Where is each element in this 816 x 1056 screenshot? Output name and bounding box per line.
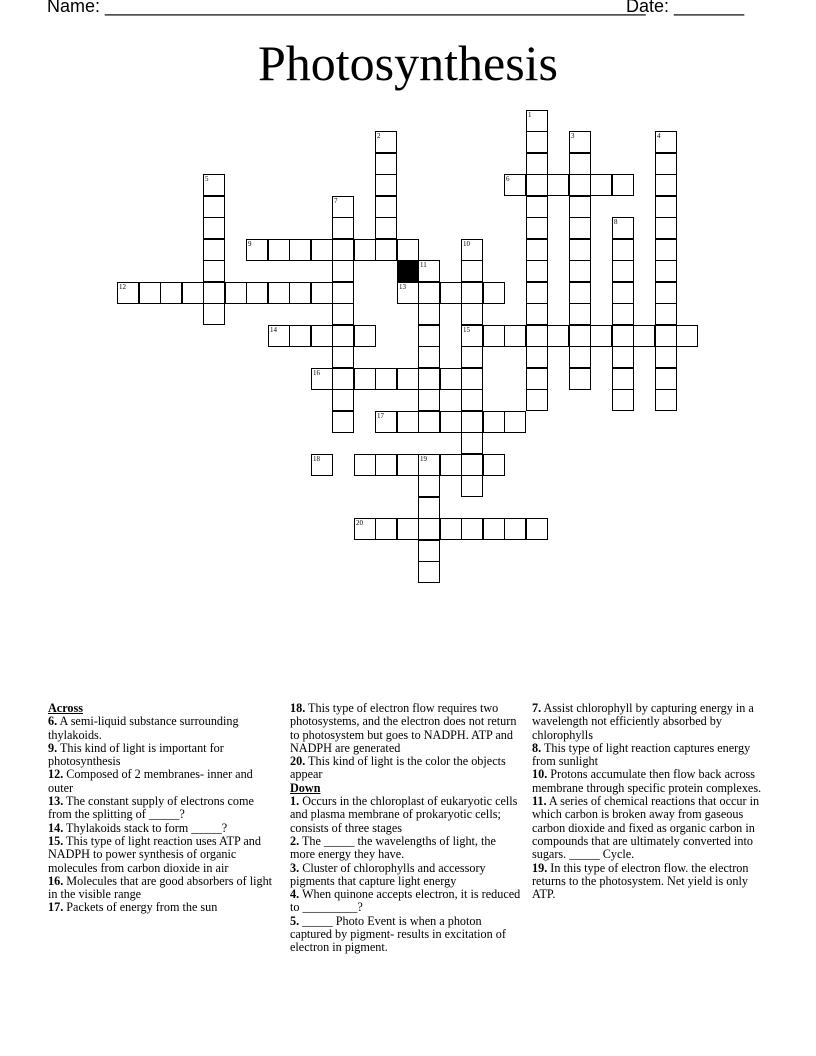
crossword-cell[interactable] (526, 260, 548, 282)
crossword-cell[interactable] (418, 561, 440, 583)
clue-number-label: 17. (48, 900, 64, 915)
clue-text: This type of light reaction uses ATP and NADPH to power synthesis of organic molecules from carbon dioxide in air (48, 833, 261, 875)
crossword-cell[interactable] (655, 153, 677, 175)
crossword-cell[interactable] (655, 260, 677, 282)
crossword-cell[interactable] (655, 325, 677, 347)
crossword-cell[interactable] (440, 282, 462, 304)
crossword-cell[interactable] (461, 282, 483, 304)
crossword-cell[interactable] (461, 389, 483, 411)
crossword-cell[interactable] (655, 174, 677, 196)
crossword-cell[interactable] (117, 282, 139, 304)
clue-number-label: 18. (290, 701, 306, 715)
clue-item (532, 742, 764, 769)
clue-number-label: 19. (532, 860, 548, 875)
crossword-cell[interactable] (526, 303, 548, 325)
crossword-cell[interactable] (483, 518, 505, 540)
crossword-cell[interactable] (612, 260, 634, 282)
crossword-cell[interactable] (526, 518, 548, 540)
name-field[interactable]: Name: ______________________________________________________ (47, 0, 646, 16)
crossword-cell[interactable] (289, 282, 311, 304)
clue-text: The _____ the wavelengths of light, the more energy they have. (290, 833, 496, 862)
crossword-cell[interactable] (397, 368, 419, 390)
crossword-cell[interactable] (569, 282, 591, 304)
crossword-cell[interactable] (461, 454, 483, 476)
crossword-cell[interactable] (332, 389, 354, 411)
crossword-cell[interactable] (461, 518, 483, 540)
clue-item (290, 862, 522, 889)
crossword-cell[interactable] (418, 282, 440, 304)
clue-number: 18 (313, 455, 320, 463)
clue-number: 15 (463, 326, 470, 334)
clue-number: 13 (399, 283, 406, 291)
crossword-cell[interactable] (332, 239, 354, 261)
crossword-cell[interactable] (418, 540, 440, 562)
clue-text: Molecules that are good absorbers of light in the visible range (48, 873, 273, 902)
clue-text: This kind of light is important for photosynthesis (48, 740, 224, 769)
crossword-cell[interactable] (461, 368, 483, 390)
crossword-cell[interactable] (569, 346, 591, 368)
crossword-cell[interactable] (268, 239, 290, 261)
clue-number-label: 14. (48, 820, 64, 835)
clue-item (48, 822, 280, 835)
crossword-cell[interactable] (375, 131, 397, 153)
clue-number: 9 (248, 240, 252, 248)
crossword-cell[interactable] (332, 368, 354, 390)
crossword-cell[interactable] (461, 411, 483, 433)
clue-number-label: 2. (290, 833, 300, 848)
crossword-cell[interactable] (526, 153, 548, 175)
clue-text: In this type of electron flow. the electron returns to the photosystem. Net yield is only ATP. (532, 860, 749, 902)
crossword-cell[interactable] (547, 325, 569, 347)
clue-number: 8 (614, 218, 618, 226)
crossword-cell[interactable] (612, 368, 634, 390)
down-heading: Down (290, 780, 321, 795)
crossword-cell[interactable] (504, 325, 526, 347)
crossword-cell[interactable] (311, 454, 333, 476)
crossword-cell[interactable] (418, 475, 440, 497)
page-title: Photosynthesis (257, 35, 559, 91)
crossword-cell[interactable] (332, 282, 354, 304)
crossword-cell[interactable] (354, 368, 376, 390)
crossword-cell[interactable] (612, 282, 634, 304)
crossword-cell[interactable] (461, 432, 483, 454)
crossword-cell[interactable] (418, 368, 440, 390)
clue-item (48, 795, 280, 822)
crossword-cell[interactable] (569, 174, 591, 196)
crossword-cell[interactable] (483, 325, 505, 347)
crossword-cell[interactable] (418, 454, 440, 476)
clue-text: Assist chlorophyll by capturing energy in a wavelength not efficiently absorbed by chlorophylls (532, 701, 754, 742)
clue-number-label: 12. (48, 767, 64, 782)
crossword-cell[interactable] (225, 282, 247, 304)
crossword-cell[interactable] (612, 217, 634, 239)
crossword-cell[interactable] (633, 325, 655, 347)
clue-number-label: 3. (290, 860, 300, 875)
crossword-cell[interactable] (375, 368, 397, 390)
crossword-cell[interactable] (332, 303, 354, 325)
crossword-cell[interactable] (461, 475, 483, 497)
crossword-cell[interactable] (526, 131, 548, 153)
crossword-cell[interactable] (655, 196, 677, 218)
clue-number: 17 (377, 412, 384, 420)
clue-number-label: 11. (532, 794, 547, 809)
clue-item (290, 888, 522, 915)
crossword-cell[interactable] (526, 110, 548, 132)
crossword-cell[interactable] (332, 260, 354, 282)
crossword-cell[interactable] (332, 411, 354, 433)
crossword-cell[interactable] (655, 346, 677, 368)
crossword-cell[interactable] (504, 411, 526, 433)
crossword-cell[interactable] (655, 217, 677, 239)
clue-number: 12 (119, 283, 126, 291)
crossword-cell[interactable] (440, 411, 462, 433)
crossword-cell[interactable] (526, 389, 548, 411)
across-heading: Across (48, 701, 83, 715)
clue-text: This type of electron flow requires two photosystems, and the electron does not return to photosystem but goes to NADPH. ATP and NADPH are generated (290, 701, 517, 755)
crossword-cell[interactable] (612, 325, 634, 347)
crossword-cell[interactable] (526, 346, 548, 368)
crossword-cell[interactable] (418, 518, 440, 540)
clue-number: 16 (313, 369, 320, 377)
crossword-cell[interactable] (418, 260, 440, 282)
crossword-cell[interactable] (332, 217, 354, 239)
clue-list (290, 795, 522, 955)
clue-number-label: 13. (48, 794, 64, 809)
crossword-cell[interactable] (203, 260, 225, 282)
crossword-cell[interactable] (268, 325, 290, 347)
crossword-cell[interactable] (375, 174, 397, 196)
crossword-cell[interactable] (203, 196, 225, 218)
crossword-cell[interactable] (311, 239, 333, 261)
crossword-cell[interactable] (375, 454, 397, 476)
crossword-cell[interactable] (612, 303, 634, 325)
crossword-cell[interactable] (526, 325, 548, 347)
clue-text: Packets of energy from the sun (63, 900, 218, 915)
crossword-cell[interactable] (397, 518, 419, 540)
crossword-cell[interactable] (397, 454, 419, 476)
crossword-cell[interactable] (289, 325, 311, 347)
crossword-cell[interactable] (160, 282, 182, 304)
crossword-cell[interactable] (375, 217, 397, 239)
clue-item (290, 795, 522, 835)
crossword-cell[interactable] (461, 239, 483, 261)
crossword-cell[interactable] (397, 239, 419, 261)
crossword-cell[interactable] (397, 282, 419, 304)
clue-list (48, 715, 280, 914)
clue-text: _____ Photo Event is when a photon captured by pigment- results in excitation of electron in pigment. (290, 913, 506, 955)
clue-number: 19 (420, 455, 427, 463)
clue-text: A semi-liquid substance surrounding thylakoids. (48, 714, 239, 742)
crossword-cell[interactable] (504, 174, 526, 196)
crossword-cell[interactable] (397, 411, 419, 433)
crossword-cell[interactable] (569, 303, 591, 325)
clue-number-label: 5. (290, 913, 300, 928)
clue-number: 1 (528, 111, 532, 119)
clue-number: 4 (657, 132, 661, 140)
clue-number-label: 9. (48, 740, 58, 755)
clue-text: Composed of 2 membranes- inner and outer (48, 767, 253, 795)
clue-text: The constant supply of electrons come from the splitting of _____? (48, 794, 254, 822)
crossword-cell[interactable] (483, 454, 505, 476)
crossword-cell[interactable] (569, 260, 591, 282)
crossword-cell[interactable] (440, 518, 462, 540)
crossword-cell[interactable] (483, 282, 505, 304)
clue-number: 6 (506, 175, 510, 183)
crossword-cell[interactable] (655, 239, 677, 261)
crossword-cell[interactable] (569, 368, 591, 390)
crossword-cell[interactable] (590, 174, 612, 196)
crossword-cell[interactable] (375, 153, 397, 175)
clue-text: Protons accumulate then flow back across membrane through specific protein complexes. (532, 767, 762, 795)
crossword-cell[interactable] (569, 239, 591, 261)
crossword-cell[interactable] (612, 239, 634, 261)
clue-number: 20 (356, 519, 363, 527)
clues-column-2 (290, 702, 522, 955)
clue-number-label: 6. (48, 714, 58, 729)
clue-item (48, 715, 280, 742)
clue-list (532, 702, 764, 901)
crossword-cell[interactable] (483, 411, 505, 433)
crossword-cell[interactable] (526, 217, 548, 239)
clue-number-label: 20. (290, 754, 306, 769)
crossword-cell[interactable] (203, 239, 225, 261)
clue-item (532, 795, 764, 861)
clue-item (290, 915, 522, 955)
clue-number: 11 (420, 261, 427, 269)
clue-number: 14 (270, 326, 277, 334)
crossword-cell[interactable] (526, 196, 548, 218)
crossword-cell[interactable] (203, 303, 225, 325)
crossword-cell[interactable] (354, 518, 376, 540)
crossword-cell[interactable] (461, 346, 483, 368)
crossword-cell[interactable] (375, 518, 397, 540)
clue-number: 3 (571, 132, 575, 140)
crossword-cell[interactable] (354, 454, 376, 476)
crossword-cell[interactable] (203, 282, 225, 304)
crossword-cell[interactable] (182, 282, 204, 304)
crossword-cell[interactable] (418, 389, 440, 411)
crossword-cell[interactable] (246, 239, 268, 261)
clue-list (290, 702, 522, 782)
crossword-cell[interactable] (526, 368, 548, 390)
crossword-cell[interactable] (418, 497, 440, 519)
crossword-cell[interactable] (440, 368, 462, 390)
clue-number-label: 4. (290, 887, 300, 902)
clue-text: This type of light reaction captures energy from sunlight (532, 740, 751, 769)
crossword-cell[interactable] (332, 325, 354, 347)
crossword-cell[interactable] (354, 325, 376, 347)
crossword-cell[interactable] (311, 325, 333, 347)
crossword-cell[interactable] (569, 325, 591, 347)
clue-item (290, 702, 522, 755)
crossword-cell[interactable] (289, 239, 311, 261)
crossword-cell[interactable] (311, 368, 333, 390)
crossword-cell[interactable] (461, 303, 483, 325)
clue-item (532, 768, 764, 795)
crossword-cell[interactable] (311, 282, 333, 304)
clue-number-label: 16. (48, 873, 64, 888)
crossword-cell[interactable] (504, 518, 526, 540)
clue-item (48, 835, 280, 875)
crossword-cell[interactable] (203, 217, 225, 239)
crossword-cell[interactable] (418, 346, 440, 368)
clue-text: Occurs in the chloroplast of eukaryotic cells and plasma membrane of prokaryotic cells; consists of three stages (290, 794, 518, 835)
clue-number: 2 (377, 132, 381, 140)
crossword-cell[interactable] (655, 131, 677, 153)
clues-column-1 (48, 702, 280, 915)
clue-number-label: 10. (532, 767, 548, 782)
crossword-cell[interactable] (246, 282, 268, 304)
crossword-cell[interactable] (612, 389, 634, 411)
clue-item (48, 901, 280, 914)
clue-text: When quinone accepts electron, it is reduced to _________? (290, 887, 521, 915)
crossword-cell[interactable] (590, 325, 612, 347)
crossword-cell[interactable] (526, 282, 548, 304)
clue-number: 7 (334, 197, 338, 205)
crossword-cell[interactable] (418, 325, 440, 347)
crossword-cell[interactable] (569, 196, 591, 218)
crossword-cell[interactable] (332, 346, 354, 368)
crossword-cell[interactable] (547, 174, 569, 196)
crossword-cell[interactable] (612, 174, 634, 196)
crossword-cell[interactable] (375, 411, 397, 433)
clue-number-label: 7. (532, 701, 542, 715)
clue-item (290, 755, 522, 782)
clue-text: Thylakoids stack to form _____? (63, 820, 228, 835)
clue-item (532, 862, 764, 902)
clue-item (48, 875, 280, 902)
crossword-cell[interactable] (461, 260, 483, 282)
clue-number-label: 1. (290, 794, 300, 809)
clue-text: This kind of light is the color the objects appear (290, 754, 506, 782)
crossword-cell[interactable] (655, 368, 677, 390)
clue-item (48, 742, 280, 769)
crossword-cell[interactable] (655, 303, 677, 325)
black-cell (397, 260, 419, 282)
crossword-cell[interactable] (203, 174, 225, 196)
crossword-cell[interactable] (440, 454, 462, 476)
crossword-cell[interactable] (526, 239, 548, 261)
crossword-cell[interactable] (418, 411, 440, 433)
clue-number: 5 (205, 175, 209, 183)
crossword-cell[interactable] (612, 346, 634, 368)
crossword-cell[interactable] (139, 282, 161, 304)
clues-column-3 (532, 702, 764, 901)
clue-text: A series of chemical reactions that occur in which carbon is broken away from gaseous carbon dioxide and fixed as organic carbon in compounds that are ultimately converted into sugars. _____ Cycle. (532, 794, 760, 862)
clue-number: 10 (463, 240, 470, 248)
clue-text: Cluster of chlorophylls and accessory pigments that capture light energy (290, 860, 486, 888)
crossword-cell[interactable] (569, 153, 591, 175)
crossword-cell[interactable] (569, 217, 591, 239)
crossword-cell[interactable] (332, 196, 354, 218)
date-field[interactable]: Date: _______ (626, 0, 745, 16)
crossword-cell[interactable] (526, 174, 548, 196)
crossword-cell[interactable] (418, 303, 440, 325)
clue-item (48, 768, 280, 795)
crossword-cell[interactable] (461, 325, 483, 347)
crossword-cell[interactable] (375, 196, 397, 218)
crossword-cell[interactable] (354, 239, 376, 261)
crossword-cell[interactable] (268, 282, 290, 304)
crossword-cell[interactable] (655, 389, 677, 411)
clue-item (532, 702, 764, 742)
clue-number-label: 15. (48, 833, 64, 848)
crossword-cell[interactable] (569, 131, 591, 153)
crossword-cell[interactable] (655, 282, 677, 304)
crossword-cell[interactable] (375, 239, 397, 261)
clue-number-label: 8. (532, 740, 542, 755)
crossword-cell[interactable] (676, 325, 698, 347)
clue-item (290, 835, 522, 862)
